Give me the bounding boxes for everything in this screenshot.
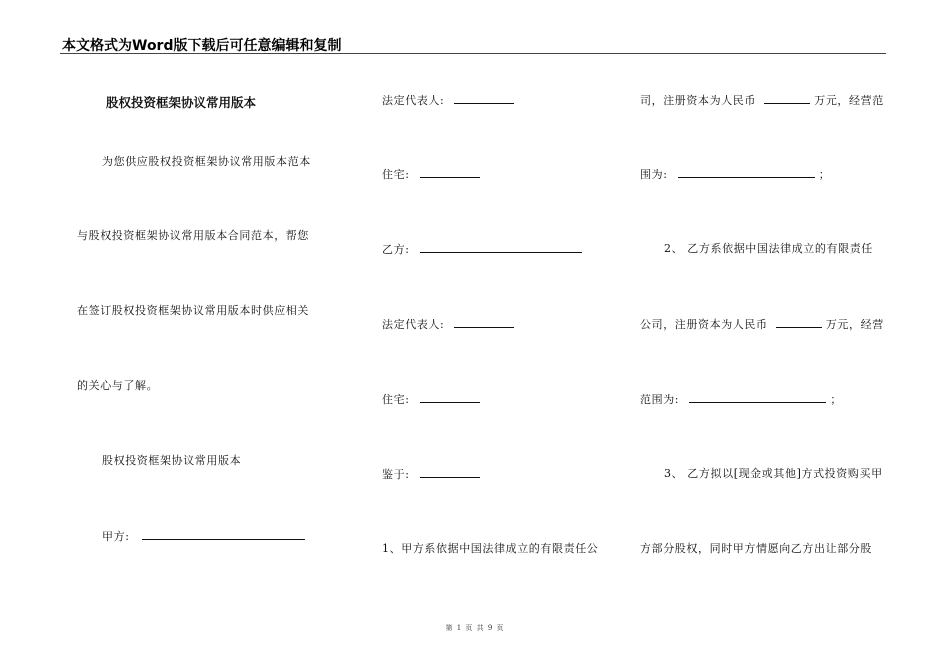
- paragraph-line: 1、甲方系依据中国法律成立的有限责任公: [382, 542, 599, 555]
- scope-label: 围为:: [640, 168, 668, 181]
- scope-end: ；: [818, 168, 831, 181]
- section-heading: 股权投资框架协议常用版本: [102, 454, 242, 467]
- whereas-blank: [420, 467, 480, 478]
- paragraph-line: 与股权投资框架协议常用版本合同范本，帮您: [77, 229, 309, 242]
- header-divider: [60, 53, 886, 54]
- party-a-line: [102, 529, 305, 544]
- scope-line: [640, 167, 830, 182]
- residence-label: 住宅:: [382, 168, 410, 181]
- paragraph-line: 为您供应股权投资框架协议常用版本范本: [102, 155, 311, 168]
- residence-line: [382, 167, 480, 182]
- whereas-label: 鉴于:: [382, 468, 410, 481]
- paragraph-line: 在签订股权投资框架协议常用版本时供应相关: [77, 304, 309, 317]
- document-title: 股权投资框架协议常用版本: [106, 95, 257, 110]
- party-b-line: [382, 242, 582, 257]
- party-b-blank: [420, 242, 582, 253]
- capital-text-tail: 万元，经营范: [814, 94, 884, 107]
- capital-text: 司，注册资本为人民币: [640, 94, 756, 107]
- legal-rep-label: 法定代表人:: [382, 318, 445, 331]
- legal-rep-line: [382, 317, 514, 332]
- capital-text-tail: 万元，经营: [825, 318, 884, 331]
- party-b-label: 乙方:: [382, 243, 410, 256]
- paragraph-line: 3、 乙方拟以[现金或其他]方式投资购买甲: [664, 467, 883, 480]
- paragraph-line: 的关心与了解。: [77, 379, 159, 392]
- party-a-label: 甲方:: [102, 530, 130, 543]
- paragraph-line: 2、 乙方系依据中国法律成立的有限责任: [664, 242, 873, 255]
- capital-line: [640, 317, 884, 332]
- scope-label: 范围为:: [640, 393, 680, 406]
- legal-rep-blank: [454, 93, 514, 104]
- legal-rep-blank: [454, 317, 514, 328]
- capital-text: 公司，注册资本为人民币: [640, 318, 768, 331]
- scope-blank: [678, 167, 815, 178]
- scope-blank: [689, 392, 826, 403]
- capital-blank: [776, 317, 822, 328]
- capital-line: [640, 93, 884, 108]
- scope-line: [640, 392, 842, 407]
- whereas-line: [382, 467, 480, 482]
- legal-rep-label: 法定代表人:: [382, 94, 445, 107]
- paragraph-line: 方部分股权，同时甲方情愿向乙方出让部分股: [640, 542, 872, 555]
- residence-line: [382, 392, 480, 407]
- residence-blank: [420, 392, 480, 403]
- legal-rep-line: [382, 93, 514, 108]
- party-a-blank: [142, 529, 305, 540]
- residence-blank: [420, 167, 480, 178]
- header-title: 本文格式为Word版下载后可任意编辑和复制: [62, 38, 342, 54]
- scope-end: ；: [830, 393, 842, 406]
- residence-label: 住宅:: [382, 393, 410, 406]
- page-number: 第 1 页 共 9 页: [445, 624, 505, 632]
- capital-blank: [764, 93, 810, 104]
